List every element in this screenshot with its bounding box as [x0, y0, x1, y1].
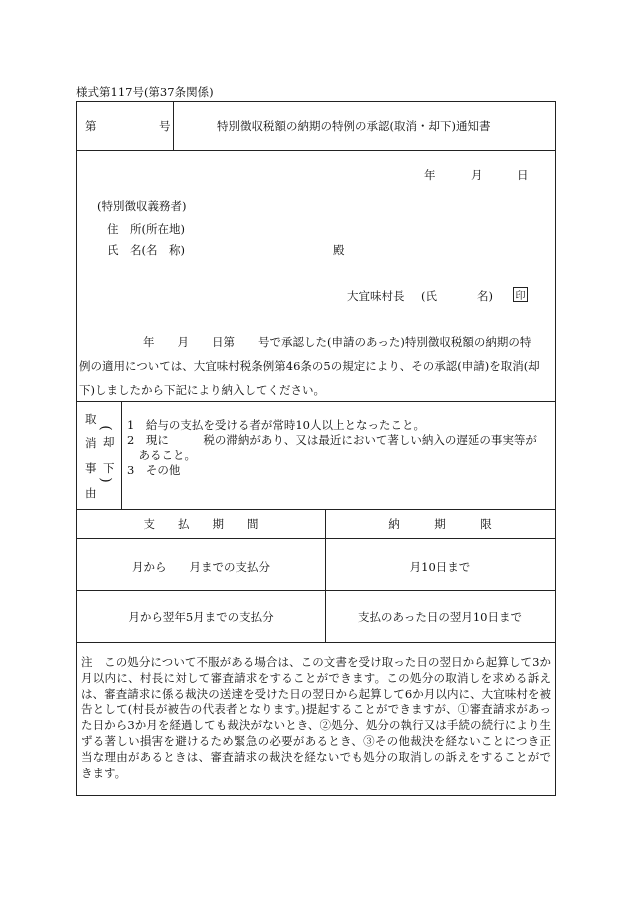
reason-item-3: 3 その他 [127, 463, 181, 477]
schedule-bottom-line [77, 642, 555, 643]
issuer-name-open: (氏 [421, 289, 437, 303]
recipient-role: (特別徴収義務者) [97, 199, 187, 213]
reason-item-1: 1 給与の支払を受ける者が常時10人以上となったこと。 [127, 418, 425, 432]
period-row-2: 月から翌年5月までの支払分 [128, 610, 274, 624]
issuer-title: 大宜味村長 [347, 289, 405, 303]
notification-body [79, 330, 553, 402]
reasons-divider [121, 401, 122, 509]
number-suffix: 号 [159, 119, 171, 133]
appeal-notice: 注 この処分について不服がある場合は、この文書を受け取った日の翌日から起算して3か月以内に、村長に対して審査請求をすることができます。この処分の取消しを求める訴えは、審査請求に係る裁決の送達を受けた日の翌日から起算して6か月以内に、大宜味村を被告として(村長が被告の代表者となります。)提起することができますが、①審査請求があった日から3か月を経過しても裁決がないとき、②処分、処分の執行又は手続の続行により生ずる著しい損害を避けるため緊急の必要があるとき、③その他裁決を経ないことにつき正当な理由があるときは、審査請求の裁決を経ないでも処分の取消しの訴えをすることができます。 [81, 655, 551, 780]
reason-label-sub-2: 下 [103, 461, 115, 475]
body-bottom-line [77, 401, 555, 402]
form-title: 特別徴収税額の納期の特例の承認(取消・却下)通知書 [217, 119, 491, 133]
form-number-label: 様式第117号(第37条関係) [76, 85, 214, 99]
deadline-row-1: 月10日まで [409, 560, 471, 574]
schedule-header-line [77, 538, 555, 539]
date-month: 月 [471, 168, 483, 182]
reason-label-char-3: 事 [85, 461, 97, 475]
notification-form [76, 101, 556, 796]
seal-mark: 印 [513, 287, 528, 302]
header-bottom-line [77, 150, 555, 151]
reason-label-sub-1: 却 [103, 435, 115, 449]
body-line-3: 下)しましたから下記により納入してください。 [79, 383, 325, 397]
schedule-row-line [77, 590, 555, 591]
period-row-1: 月から 月までの支払分 [132, 560, 270, 574]
issuer-name-close: 名) [477, 289, 493, 303]
honorific: 殿 [333, 243, 345, 257]
date-year: 年 [424, 168, 436, 182]
reason-label-char-4: 由 [85, 486, 97, 500]
header-divider [173, 102, 174, 150]
deadline-row-2: 支払のあった日の翌月10日まで [357, 610, 523, 624]
reason-item-2: 2 現に 税の滞納があり、又は最近において著しい納入の遅延の事実等が [127, 433, 537, 447]
period-header: 支 払 期 間 [143, 517, 259, 531]
deadline-header: 納 期 限 [388, 517, 492, 531]
body-line-1: 年 月 日第 号で承認した(申請のあった)特別徴収税額の納期の特 [143, 335, 532, 349]
name-label: 氏 名(名 称) [107, 243, 185, 257]
paren-open: ( [97, 425, 114, 431]
address-label: 住 所(所在地) [107, 222, 185, 236]
body-line-2: 例の適用については、大宜味村税条例第46条の5の規定により、その承認(申請)を取消(却 [79, 359, 540, 373]
reason-list [127, 418, 537, 478]
date-day: 日 [517, 168, 529, 182]
reason-item-2-cont: あること。 [127, 448, 196, 462]
paren-close: ) [97, 477, 114, 483]
reason-label-char-1: 取 [85, 412, 97, 426]
number-prefix: 第 [85, 119, 97, 133]
reason-label-char-2: 消 [85, 436, 97, 450]
reasons-bottom-line [77, 509, 555, 510]
